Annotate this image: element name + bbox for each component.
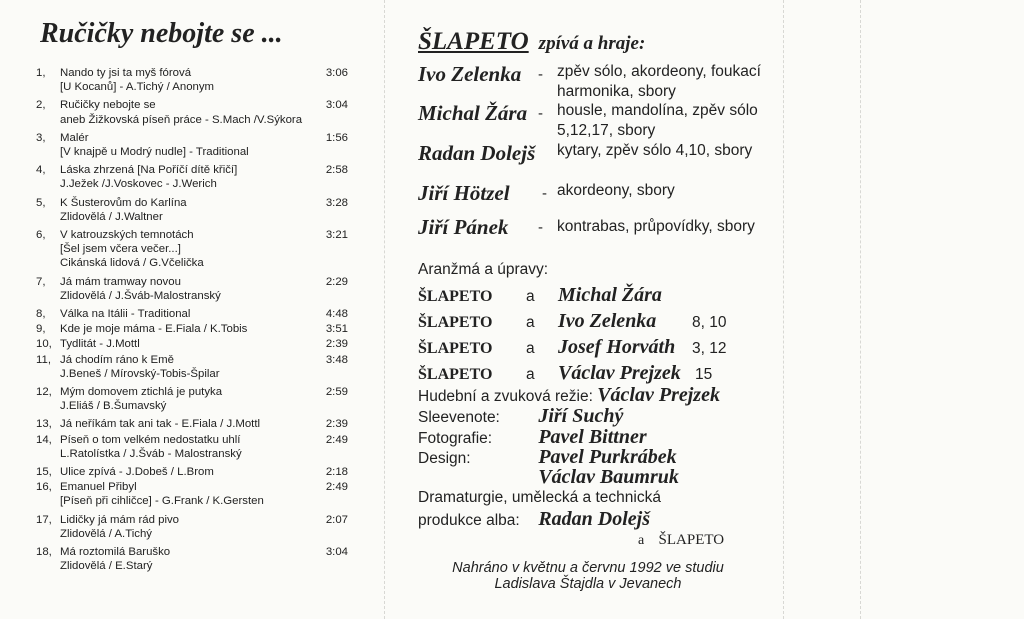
track-title: Píseň o tom velkém nedostatku uhlí <box>60 433 241 446</box>
track-number: 5, <box>36 196 46 209</box>
arrangement-row <box>418 310 778 334</box>
track-title: Nando ty jsi ta myš fórová <box>60 67 192 79</box>
track-title: Láska zhrzená [Na Poříčí dítě křičí] <box>60 164 238 177</box>
track-credit: [V knajpě u Modrý nudle] - Traditional <box>60 146 249 159</box>
track-number: 9, <box>36 323 46 336</box>
track-number: 10, <box>36 338 52 351</box>
track-item <box>36 66 348 94</box>
track-number: 4, <box>36 164 46 177</box>
track-credit: J.Ježek /J.Voskovec - J.Werich <box>60 178 217 191</box>
arr-person: Michal Žára <box>558 284 662 306</box>
track-number: 6, <box>36 229 46 242</box>
credits-panel <box>384 0 784 619</box>
credit-production-2 <box>418 508 650 531</box>
track-item <box>36 465 348 479</box>
track-duration: 3:48 <box>325 353 348 366</box>
track-title: Lidičky já mám rád pivo <box>60 513 180 526</box>
track-item <box>36 322 348 336</box>
credit-value: Pavel Purkrábek <box>538 446 677 468</box>
member-role: housle, mandolína, zpěv sólo 5,12,17, sbory <box>557 102 758 139</box>
arrangement-row <box>418 336 778 360</box>
track-number: 1, <box>36 67 46 79</box>
member-dash: - <box>538 219 543 236</box>
track-number: 17, <box>36 513 52 526</box>
track-duration: 3:04 <box>325 546 348 559</box>
track-title: Má roztomilá Baruško <box>60 546 171 559</box>
track-credit: [Šel jsem včera večer...] <box>60 243 181 256</box>
arr-band: ŠLAPETO <box>418 288 493 305</box>
member-role: akordeony, sbory <box>557 182 675 199</box>
track-number: 13, <box>36 418 52 431</box>
member-role: kontrabas, průpovídky, sbory <box>557 218 755 235</box>
track-title: Válka na Itálii - Traditional <box>60 308 191 321</box>
track-credit: Zlidovělá / E.Starý <box>60 560 153 573</box>
track-duration: 2:39 <box>325 338 348 351</box>
recording-line-1: Nahráno v květnu a červnu 1992 ve studiu <box>452 560 724 576</box>
credit-label: Hudební a zvuková režie: <box>418 388 593 405</box>
track-duration: 3:04 <box>325 99 348 112</box>
track-credit: Cikánská lidová / G.Včelička <box>60 257 204 270</box>
track-item <box>36 337 348 351</box>
track-number: 14, <box>36 433 52 446</box>
arr-tracks: 3, 12 <box>692 340 727 357</box>
track-number: 8, <box>36 308 46 321</box>
credit-sound <box>418 384 720 407</box>
credit-value: Radan Dolejš <box>538 508 650 530</box>
track-duration: 3:51 <box>325 323 348 336</box>
arrangement-row <box>418 362 778 386</box>
track-number: 7, <box>36 275 46 288</box>
track-item <box>36 228 348 271</box>
track-title: Já neříkám tak ani tak - E.Fiala / J.Mottl <box>60 418 261 431</box>
arr-person: Ivo Zelenka <box>558 310 657 332</box>
credit-sleeve <box>418 405 623 428</box>
track-title: Mým domovem ztichlá je putyka <box>60 386 223 399</box>
track-duration: 4:48 <box>325 308 348 321</box>
band-name: ŠLAPETO <box>418 28 529 55</box>
credit-label: Fotografie: <box>418 430 493 447</box>
credit-value: Václav Baumruk <box>538 466 679 488</box>
track-title: V katrouzských temnotách <box>60 229 194 242</box>
arr-person: Václav Prejzek <box>558 362 681 384</box>
credit-label: produkce alba: <box>418 512 520 529</box>
credit-label: Dramaturgie, umělecká a technická <box>418 489 661 506</box>
track-number: 2, <box>36 99 46 112</box>
credit-value: Václav Prejzek <box>597 384 720 406</box>
track-credit: Zlidovělá / A.Tichý <box>60 527 153 540</box>
track-title: Malér <box>60 131 89 144</box>
credit-band: ŠLAPETO <box>658 532 725 548</box>
credit-value: Pavel Bittner <box>538 426 647 448</box>
member-name: Jiří Pánek <box>418 215 509 239</box>
track-duration: 2:29 <box>325 275 348 288</box>
track-title: Ručičky nebojte se <box>60 99 156 112</box>
track-duration: 2:49 <box>325 481 348 494</box>
credit-design-2 <box>418 466 679 489</box>
credit-label: Sleevenote: <box>418 409 500 426</box>
track-item <box>36 545 348 573</box>
track-number: 15, <box>36 466 52 479</box>
track-item <box>36 433 348 461</box>
track-duration: 2:39 <box>325 418 348 431</box>
album-title: Ručičky nebojte se ... <box>40 18 283 49</box>
track-credit: [Píseň při cihličce] - G.Frank / K.Gersten <box>60 495 264 508</box>
track-item <box>36 307 348 321</box>
plays-label: zpívá a hraje: <box>538 33 646 54</box>
track-title: K Šusterovům do Karlína <box>60 196 187 209</box>
track-item <box>36 196 348 224</box>
track-title: Já mám tramway novou <box>60 275 181 288</box>
track-item <box>36 131 348 159</box>
track-credit: Zlidovělá / J.Šváb-Malostranský <box>60 289 221 302</box>
arr-and: a <box>526 314 535 331</box>
arr-person: Josef Horváth <box>558 336 676 358</box>
member-name: Ivo Zelenka <box>418 62 522 86</box>
track-number: 11, <box>36 353 51 366</box>
track-duration: 2:58 <box>325 164 348 177</box>
arrangements-label: Aranžmá a úpravy: <box>418 261 549 278</box>
arr-band: ŠLAPETO <box>418 340 493 357</box>
arrangement-row <box>418 284 778 308</box>
track-number: 16, <box>36 481 52 494</box>
credit-production-3 <box>638 531 724 549</box>
credit-production <box>418 489 661 507</box>
track-duration: 1:56 <box>325 131 348 144</box>
credit-and: a <box>638 533 645 548</box>
arr-tracks: 15 <box>695 366 713 383</box>
track-title: Emanuel Přibyl <box>60 481 137 494</box>
track-item <box>36 275 348 303</box>
track-credit: L.Ratolístka / J.Šváb - Malostranský <box>60 447 242 460</box>
band-header <box>418 28 645 56</box>
track-duration: 3:21 <box>325 229 348 242</box>
track-title: Ulice zpívá - J.Dobeš / L.Brom <box>60 466 214 479</box>
member-role: kytary, zpěv sólo 4,10, sbory <box>557 142 753 159</box>
track-duration: 2:59 <box>325 386 348 399</box>
track-credit: aneb Žižkovská píseň práce - S.Mach /V.Sýkora <box>60 113 303 126</box>
credit-value: Jiří Suchý <box>538 405 624 427</box>
track-duration: 3:28 <box>325 196 348 209</box>
track-number: 3, <box>36 131 46 144</box>
track-item <box>36 385 348 413</box>
tracklist-panel <box>0 0 384 619</box>
arr-and: a <box>526 366 535 383</box>
member-dash: - <box>542 185 547 202</box>
recording-line-2: Ladislava Štajdla v Jevanech <box>494 576 682 592</box>
track-title: Já chodím ráno k Emě <box>60 353 174 366</box>
track-item <box>36 163 348 191</box>
track-number: 18, <box>36 546 52 559</box>
track-credit: [U Kocanů] - A.Tichý / Anonym <box>60 81 215 94</box>
arr-tracks: 8, 10 <box>692 314 727 331</box>
arr-and: a <box>526 288 535 305</box>
arr-band: ŠLAPETO <box>418 366 493 383</box>
member-name: Michal Žára <box>418 101 528 125</box>
track-item <box>36 417 348 431</box>
member-dash: - <box>538 66 543 83</box>
track-item <box>36 513 348 541</box>
member-role: zpěv sólo, akordeony, foukací harmonika, sbory <box>557 63 761 100</box>
recording-note <box>418 560 758 592</box>
track-item <box>36 480 348 508</box>
track-credit: Zlidovělá / J.Waltner <box>60 210 163 223</box>
member-name: Jiří Hötzel <box>418 181 510 205</box>
track-title: Tydlitát - J.Mottl <box>60 338 140 351</box>
member-dash: - <box>538 105 543 122</box>
credit-label: Design: <box>418 450 471 467</box>
arr-and: a <box>526 340 535 357</box>
track-duration: 2:18 <box>325 466 348 479</box>
track-duration: 3:06 <box>325 67 348 79</box>
track-credit: J.Eliáš / B.Šumavský <box>60 400 167 413</box>
track-credit: J.Beneš / Mírovský-Tobis-Špilar <box>60 367 220 380</box>
track-item <box>36 98 348 126</box>
track-item <box>36 353 348 381</box>
member-name: Radan Dolejš <box>418 141 536 165</box>
track-duration: 2:49 <box>325 433 348 446</box>
fold-line-3 <box>860 0 861 619</box>
tracklist <box>36 66 348 578</box>
track-title: Kde je moje máma - E.Fiala / K.Tobis <box>60 323 248 336</box>
track-number: 12, <box>36 386 52 399</box>
arr-band: ŠLAPETO <box>418 314 493 331</box>
track-duration: 2:07 <box>325 513 348 526</box>
